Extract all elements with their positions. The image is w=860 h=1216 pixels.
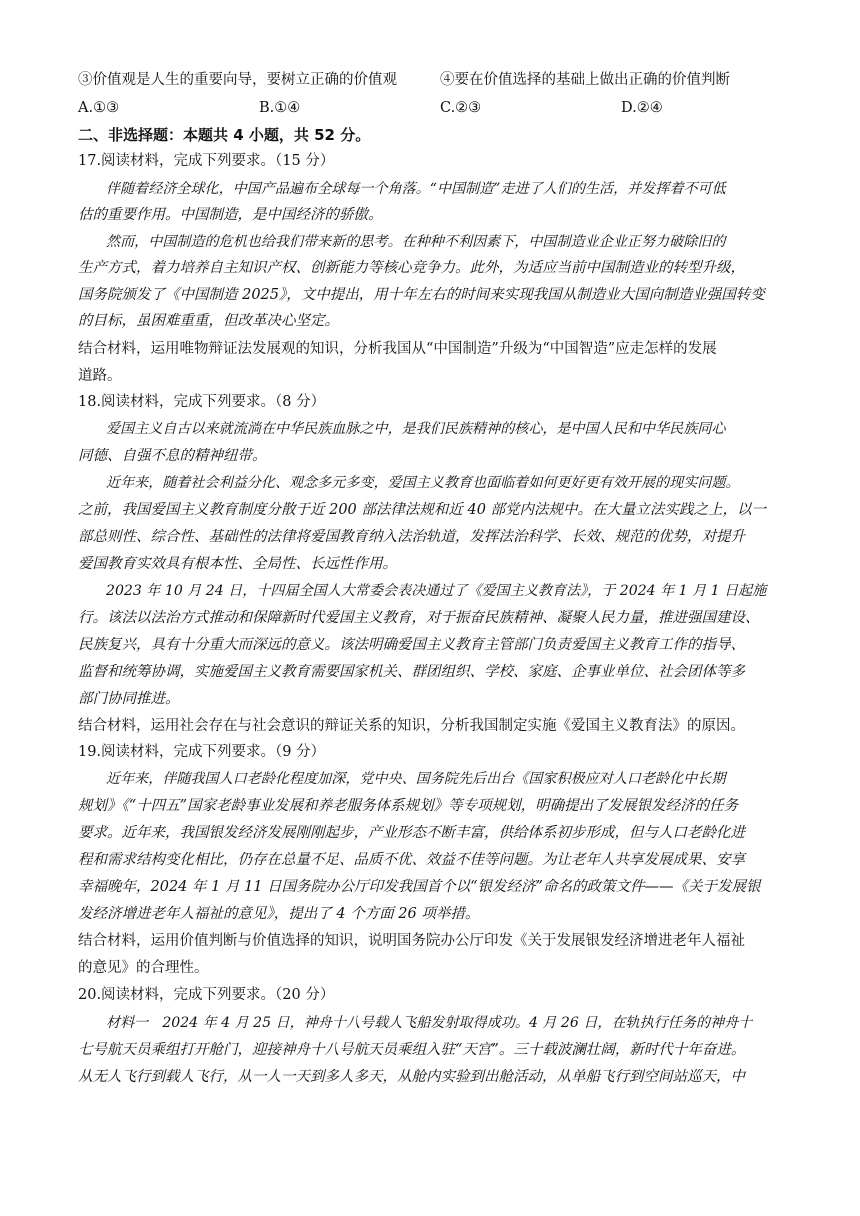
q18-para-line: 民族复兴，具有十分重大而深远的意义。该法明确爱国主义教育主管部门负责爱国主义教育工作的指导、: [78, 637, 745, 653]
q19-question-line: 的意见》的合理性。: [78, 960, 209, 976]
q18-para-line: 部总则性、综合性、基础性的法律将爱国教育纳入法治轨道，发挥法治科学、长效、规范的优势，对提升: [78, 529, 745, 545]
q18-para-line: 2023 年 10 月 24 日，十四届全国人大常委会表决通过了《爱国主义教育法》，于 2024 年 1 月 1 日起施: [106, 583, 767, 599]
q17-para-line: 伴随着经济全球化，中国产品遍布全球每一个角落。“中国制造”走进了人们的生活，并发挥着不可低: [106, 181, 726, 197]
q17-para-line: 然而，中国制造的危机也给我们带来新的思考。在种种不利因素下，中国制造业企业正努力破除旧的: [106, 234, 726, 250]
question-19-title: 19.阅读材料，完成下列要求。（9 分）: [78, 744, 326, 760]
q19-para-line: 发经济增进老年人福祉的意见》，提出了 4 个方面 26 项举措。: [78, 906, 480, 922]
q18-para-line: 爱国主义自古以来就流淌在中华民族血脉之中，是我们民族精神的核心，是中国人民和中华民族同心: [106, 421, 726, 437]
q18-para-line: 部门协同推进。: [78, 691, 180, 707]
q18-para-line: 监督和统筹协调，实施爱国主义教育需要国家机关、群团组织、学校、家庭、企事业单位、社会团体等多: [78, 664, 745, 680]
question-18-title: 18.阅读材料，完成下列要求。（8 分）: [78, 394, 326, 410]
q20-para-line: 材料一 2024 年 4 月 25 日，神舟十八号载人飞船发射取得成功。4 月 26 日，在轨执行任务的神舟十: [106, 1015, 753, 1031]
q17-question-line: 结合材料，运用唯物辩证法发展观的知识，分析我国从“中国制造”升级为“中国智造”应走怎样的发展: [78, 341, 717, 357]
q19-para-line: 近年来，伴随我国人口老龄化程度加深，党中央、国务院先后出台《国家积极应对人口老龄化中长期: [106, 771, 726, 787]
q18-para-line: 行。该法以法治方式推动和保障新时代爱国主义教育，对于振奋民族精神、凝聚人民力量，推进强国建设、: [78, 610, 760, 626]
option-3-text: ③价值观是人生的重要向导，要树立正确的价值观: [78, 72, 397, 88]
choice-d: D.②④: [621, 100, 663, 116]
choice-c: C.②③: [440, 100, 482, 116]
question-17-title: 17.阅读材料，完成下列要求。（15 分）: [78, 153, 335, 169]
question-20-title: 20.阅读材料，完成下列要求。（20 分）: [78, 987, 335, 1003]
q19-para-line: 规划》《“十四五”国家老龄事业发展和养老服务体系规划》等专项规划，明确提出了发展银发经济的任务: [78, 798, 739, 814]
q17-para-line: 估的重要作用。中国制造，是中国经济的骄傲。: [78, 207, 383, 223]
q19-para-line: 幸福晚年，2024 年 1 月 11 日国务院办公厅印发我国首个以“银发经济”命名的政策文件——《关于发展银: [78, 879, 761, 895]
choice-a: A.①③: [78, 100, 120, 116]
q18-para-line: 爱国教育实效具有根本性、全局性、长远性作用。: [78, 556, 397, 572]
q17-para-line: 的目标，虽困难重重，但改革决心坚定。: [78, 313, 339, 329]
q18-question-line: 结合材料，运用社会存在与社会意识的辩证关系的知识，分析我国制定实施《爱国主义教育法》的原因。: [78, 718, 745, 734]
q18-para-line: 近年来，随着社会利益分化、观念多元多变，爱国主义教育也面临着如何更好更有效开展的现实问题。: [106, 475, 740, 491]
q19-question-line: 结合材料，运用价值判断与价值选择的知识，说明国务院办公厅印发《关于发展银发经济增进老年人福祉: [78, 933, 745, 949]
choice-b: B.①④: [259, 100, 301, 116]
q18-para-line: 同德、自强不息的精神纽带。: [78, 448, 267, 464]
q17-question-line: 道路。: [78, 368, 122, 384]
q20-para-line: 从无人飞行到载人飞行，从一人一天到多人多天，从舱内实验到出舱活动，从单船飞行到空间站巡天，中: [78, 1069, 745, 1085]
q20-para-line: 七号航天员乘组打开舱门，迎接神舟十八号航天员乘组入驻“天宫”。三十载波澜壮阔，新时代十年奋进。: [78, 1042, 746, 1058]
q19-para-line: 要求。近年来，我国银发经济发展刚刚起步，产业形态不断丰富，供给体系初步形成，但与人口老龄化进: [78, 825, 745, 841]
q19-para-line: 程和需求结构变化相比，仍存在总量不足、品质不优、效益不佳等问题。为让老年人共享发展成果、安享: [78, 852, 745, 868]
q18-para-line: 之前，我国爱国主义教育制度分散于近 200 部法律法规和近 40 部党内法规中。在大量立法实践之上，以一: [78, 502, 767, 518]
q17-para-line: 生产方式，着力培养自主知识产权、创新能力等核心竞争力。此外，为适应当前中国制造业的转型升级，: [78, 260, 745, 276]
section-heading: 二、非选择题：本题共 4 小题，共 52 分。: [78, 126, 371, 144]
option-4-text: ④要在价值选择的基础上做出正确的价值判断: [440, 72, 730, 88]
q17-para-line: 国务院颁发了《中国制造 2025》，文中提出，用十年左右的时间来实现我国从制造业大国向制造业强国转变: [78, 287, 765, 303]
